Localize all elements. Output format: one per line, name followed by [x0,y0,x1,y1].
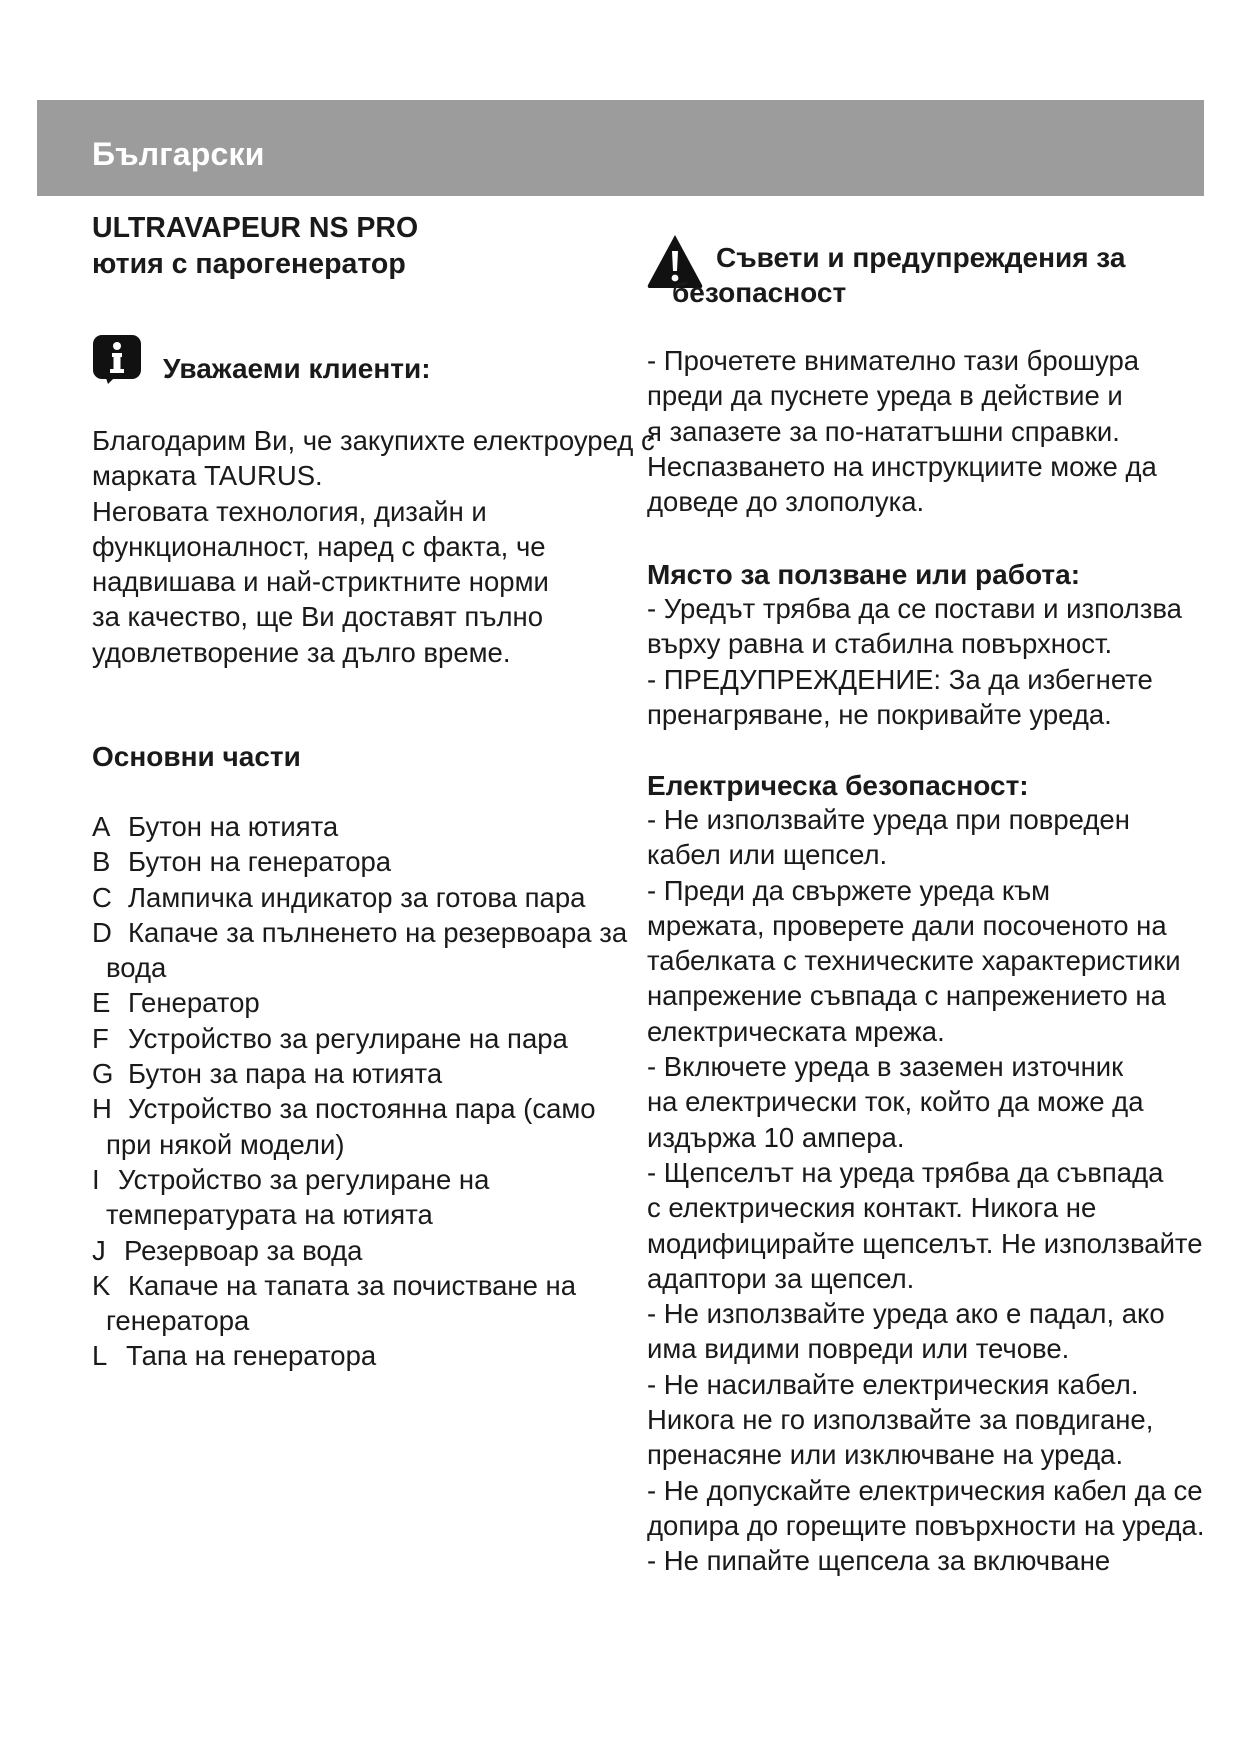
part-label-continued: генератора [106,1305,250,1337]
intro-line: функционалност, наред с факта, че [92,530,546,562]
part-label-continued: при някой модели) [106,1128,345,1160]
part-letter: E [92,987,111,1019]
electric-line: - Не насилвайте електрическия кабел. [647,1368,1139,1400]
part-letter: G [92,1058,114,1090]
intro-line: за качество, ще Ви доставят пълно [92,601,544,633]
info-icon [92,334,142,384]
safety-intro-line: - Прочетете внимателно тази брошура [647,345,1140,376]
parts-list-item [92,880,632,915]
part-label: Капаче на тапата за почистване на [128,1269,577,1301]
intro-line: марката TAURUS. [92,460,323,492]
parts-list-item [92,1056,632,1091]
parts-list-item [92,1233,632,1268]
safety-heading-line2: безопасност [672,277,847,308]
part-label: Генератор [128,987,260,1019]
part-label: Капаче за пълненето на резервоара за [128,916,628,948]
part-label: Бутон на ютията [128,811,339,842]
electric-line: адаптори за щепсел. [647,1262,915,1294]
electric-line: Никога не го използвайте за повдигане, [647,1404,1154,1436]
part-letter: K [92,1269,111,1301]
electric-line: табелката с техническите характеристики [647,945,1181,977]
place-line: - Уредът трябва да се постави и използва [647,593,1182,624]
language-header-band [37,100,1204,196]
electric-line: - Щепселът на уреда трябва да съвпада [647,1156,1164,1188]
safety-intro-line: Неспазването на инструкциите може да [647,450,1157,482]
electric-heading: Електрическа безопасност: [647,770,1029,801]
part-letter: D [92,916,112,948]
safety-intro-line: преди да пуснете уреда в действие и [647,380,1123,412]
place-heading: Място за ползване или работа: [647,559,1081,590]
part-label: Устройство за регулиране на [118,1163,490,1195]
parts-list-item [92,809,632,844]
electric-line: електрическата мрежа. [647,1015,945,1047]
electric-line: - Не пипайте щепсела за включване [647,1545,1111,1577]
safety-heading-line1: Съвети и предупреждения за [716,242,1126,273]
parts-list-item [92,1021,632,1056]
electric-line: мрежата, проверете дали посоченото на [647,909,1167,941]
electric-line: допира до горещите повърхности на уреда. [647,1509,1205,1541]
parts-list-item [92,844,632,879]
electric-line: издържа 10 ампера. [647,1121,905,1153]
part-label: Бутон за пара на ютията [128,1058,443,1090]
electric-line: с електрическия контакт. Никога не [647,1192,1097,1224]
part-letter: C [92,881,112,913]
part-label-continued: вода [106,952,167,984]
electric-text [647,802,1205,1579]
parts-list-item [92,1091,632,1162]
parts-heading: Основни части [92,741,301,772]
language-title: Български [92,136,265,172]
part-letter: B [92,846,111,878]
place-line: - ПРЕДУПРЕЖДЕНИЕ: За да избегнете [647,663,1153,695]
part-label: Резервоар за вода [124,1234,363,1266]
safety-intro-line: доведе до злополука. [647,486,925,518]
place-line: върху равна и стабилна повърхност. [647,628,1113,660]
place-text [647,591,1182,732]
part-label-continued: температурата на ютията [106,1199,433,1231]
intro-heading: Уважаеми клиенти: [163,353,431,384]
intro-line: надвишава и най-стриктните норми [92,566,549,598]
part-label: Устройство за регулиране на пара [128,1022,568,1054]
part-letter: I [92,1163,100,1195]
electric-line: кабел или щепсел. [647,839,888,871]
electric-line: модифицирайте щепселът. Не използвайте [647,1227,1203,1259]
parts-list-item [92,915,632,986]
electric-line: - Не използвайте уреда ако е падал, ако [647,1298,1165,1330]
parts-list-item [92,1268,632,1339]
electric-line: - Не допускайте електрическия кабел да се [647,1474,1203,1506]
safety-intro [647,343,1167,519]
parts-list [92,809,632,1374]
intro-line: Неговата технология, дизайн и [92,495,487,527]
electric-line: - Преди да свържете уреда към [647,874,1051,906]
part-letter: F [92,1022,109,1054]
part-label: Бутон на генератора [128,846,392,878]
part-label: Тапа на генератора [126,1340,377,1372]
safety-intro-line: я запазете за по-нататъшни справки. [647,415,1120,447]
parts-list-item [92,1162,632,1233]
part-letter: L [92,1340,108,1372]
part-label: Лампичка индикатор за готова пара [128,881,586,913]
product-model: ULTRAVAPEUR NS PRO [92,212,419,244]
intro-line: удовлетворение за дълго време. [92,636,511,668]
electric-line: на електрически ток, който да може да [647,1086,1144,1118]
part-letter: J [92,1234,106,1266]
intro-text [92,423,655,670]
electric-line: - Включете уреда в заземен източник [647,1051,1124,1083]
electric-line: напрежение съвпада с напрежението на [647,980,1166,1012]
place-line: пренагряване, не покривайте уреда. [647,698,1112,730]
electric-line: има видими повреди или течове. [647,1333,1070,1365]
part-letter: H [92,1093,112,1125]
part-letter: A [92,811,111,842]
parts-list-item [92,1338,632,1373]
electric-line: пренасяне или изключване на уреда. [647,1439,1124,1471]
parts-list-item [92,985,632,1020]
intro-line: Благодарим Ви, че закупихте електроуред с [92,425,655,456]
product-subtitle: ютия с парогенератор [92,248,406,280]
part-label: Устройство за постоянна пара (само [128,1093,596,1125]
electric-line: - Не използвайте уреда при повреден [647,804,1130,835]
